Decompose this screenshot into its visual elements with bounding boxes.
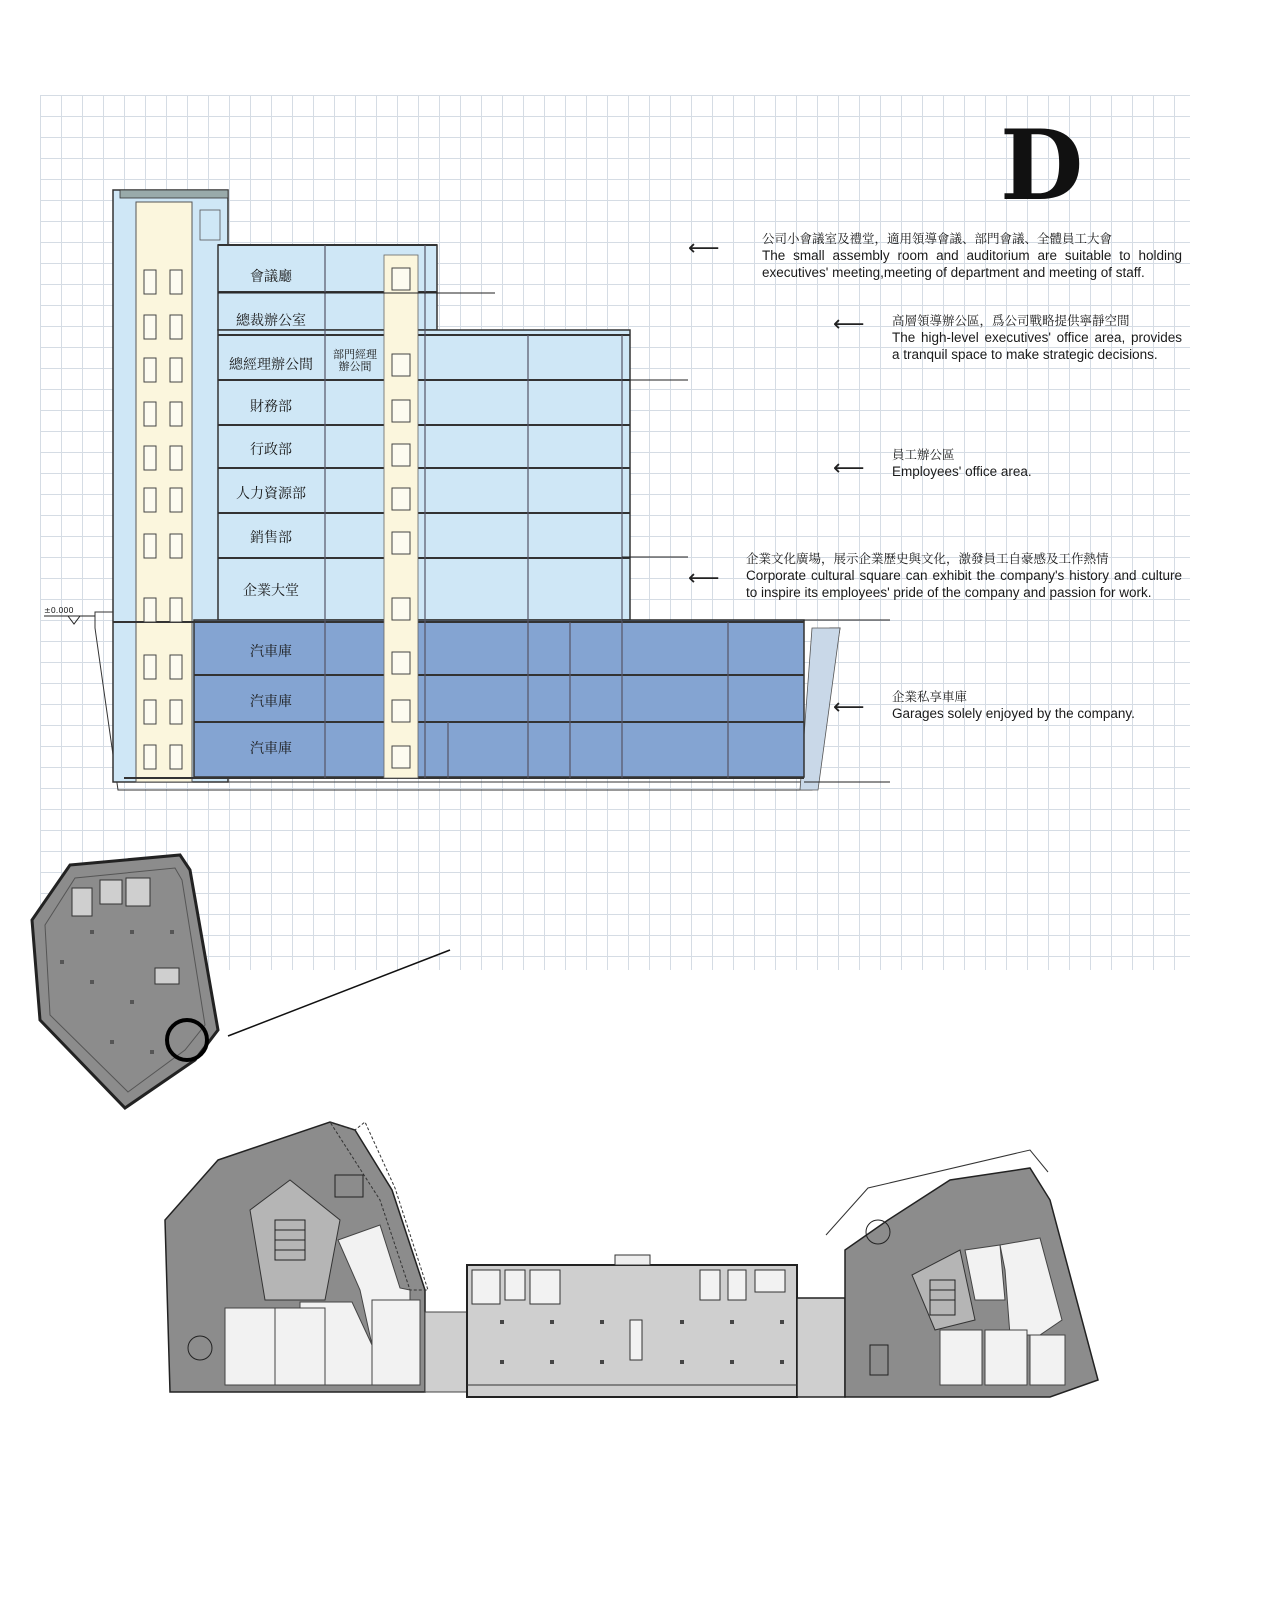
room-garage-1: 汽車庫 bbox=[250, 644, 292, 660]
arrow-left-icon: ⟵ bbox=[688, 236, 720, 261]
room-president-office: 總裁辦公室 bbox=[236, 313, 306, 329]
room-garage-3: 汽車庫 bbox=[250, 741, 292, 757]
room-finance: 財務部 bbox=[250, 399, 292, 415]
note-culture-en: Corporate cultural square can exhibit the company's history and culture to inspire its employees' pride of the company and passion for work. bbox=[746, 568, 1182, 600]
note-culture-zh: 企業文化廣場，展示企業歷史與文化，激發員工自豪感及工作熱情 bbox=[746, 551, 1109, 566]
note-employees-zh: 員工辦公區 bbox=[892, 447, 955, 462]
room-department-manager-office: 部門經理辦公間 bbox=[333, 348, 377, 373]
plan-connector bbox=[425, 1312, 467, 1392]
room-conference-hall: 會議廳 bbox=[250, 269, 292, 285]
note-garages-zh: 企業私享車庫 bbox=[892, 689, 968, 704]
room-sales: 銷售部 bbox=[250, 530, 292, 546]
arrow-left-icon: ⟵ bbox=[833, 695, 865, 720]
note-executives-zh: 高層領導辦公區，爲公司戰略提供寧靜空間 bbox=[892, 313, 1130, 328]
arrow-left-icon: ⟵ bbox=[833, 312, 865, 337]
room-general-manager-office: 總經理辦公間 bbox=[229, 357, 313, 373]
room-human-resources: 人力資源部 bbox=[236, 486, 306, 502]
room-garage-2: 汽車庫 bbox=[250, 694, 292, 710]
level-mark: ±0.000 bbox=[44, 606, 74, 615]
note-assembly-zh: 公司小會議室及禮堂，適用領導會議、部門會議、全體員工大會 bbox=[762, 231, 1113, 246]
note-assembly-en: The small assembly room and auditorium are suitable to holding executives' meeting,meeting of department and meeting of staff. bbox=[762, 248, 1182, 280]
note-employees-en: Employees' office area. bbox=[892, 464, 1032, 479]
room-lobby: 企業大堂 bbox=[243, 583, 299, 599]
arrow-left-icon: ⟵ bbox=[688, 566, 720, 591]
room-administration: 行政部 bbox=[250, 442, 292, 458]
arrow-left-icon: ⟵ bbox=[833, 456, 865, 481]
sheet-letter: D bbox=[1000, 109, 1084, 222]
note-garages-en: Garages solely enjoyed by the company. bbox=[892, 706, 1135, 721]
note-executives-en: The high-level executives' office area, provides a tranquil space to make strategic decisions. bbox=[892, 330, 1182, 362]
